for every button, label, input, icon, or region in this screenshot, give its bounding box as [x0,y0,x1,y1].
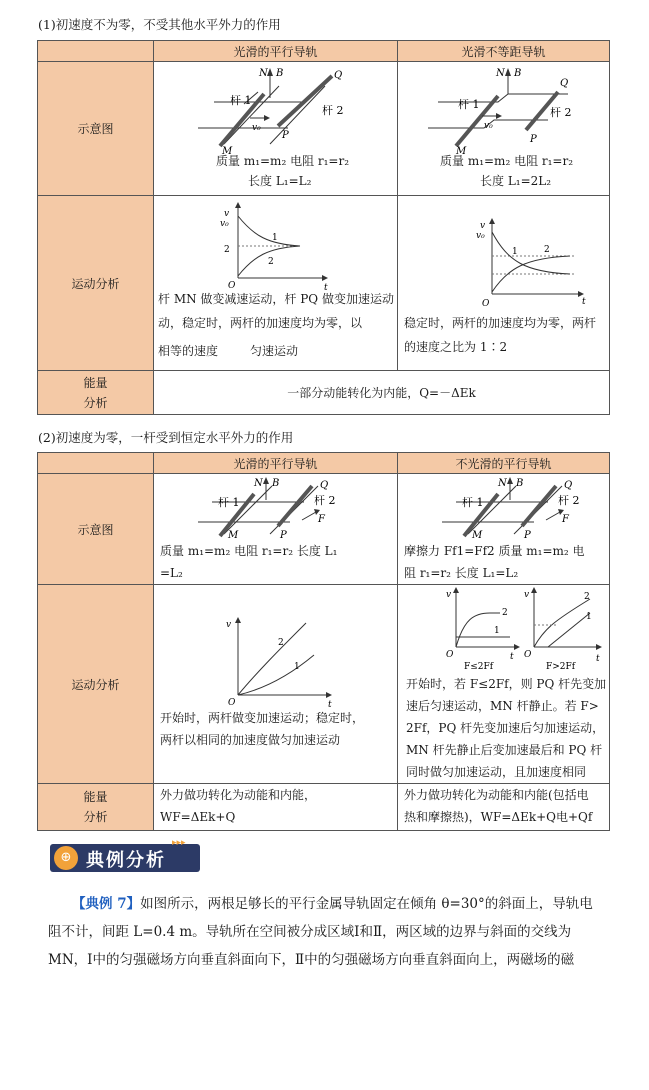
c2-motion-line2: 的速度之比为 1∶2 [404,340,508,354]
svg-text:F>2Ff: F>2Ff [546,662,576,672]
svg-text:杆 1: 杆 1 [218,496,240,509]
svg-text:O: O [524,650,532,660]
table1-row-energy: 能量 分析 [38,371,154,415]
svg-text:v: v [224,209,230,219]
svg-text:O: O [446,650,454,660]
svg-text:t: t [582,297,586,307]
svg-text:2: 2 [502,608,508,618]
badge-title: 典例分析 [86,850,166,871]
svg-text:v: v [446,590,452,600]
graph-v-t-2 [470,218,600,308]
t2-c2-motion-4: MN 杆先静止后变加速最后和 PQ 杆 [406,743,603,757]
svg-text:2: 2 [278,638,284,648]
svg-text:1: 1 [294,662,300,672]
c2-motion-line1: 稳定时，两杆的加速度均为零，两杆 [404,316,597,330]
svg-text:杆 2: 杆 2 [322,104,344,117]
svg-text:t: t [510,652,514,662]
svg-text:N: N [498,478,507,489]
c2-param: 质量 m₁=m₂ 电阻 r₁=r₂ [440,154,574,168]
parallel-rails-diagram [154,64,398,157]
table2-c1-energy [154,784,398,831]
table-2 [37,452,610,831]
svg-text:M: M [472,530,483,541]
svg-text:v₀: v₀ [484,121,493,131]
t2-c2-motion-1: 开始时，若 F≤2Ff，则 PQ 杆先变加 [406,677,607,691]
svg-text:v: v [480,221,486,231]
svg-text:v₀: v₀ [220,219,229,229]
svg-text:1: 1 [512,247,518,257]
table2-row-motion: 运动分析 [38,585,154,784]
table-corner [38,41,154,62]
svg-text:Q: Q [320,480,329,491]
rough-rails-force-diagram [398,476,610,540]
table2-row-diagram: 示意图 [38,474,154,585]
svg-text:v: v [524,590,530,600]
svg-text:M: M [228,530,239,541]
parallel-rails-force-diagram [154,476,398,540]
t2-c1-param-2: =L₂ [160,566,183,580]
svg-text:N: N [254,478,263,489]
table1-c1-motion [154,196,398,371]
svg-text:杆 2: 杆 2 [558,494,580,507]
svg-text:B: B [516,478,524,489]
table1-col1-header: 光滑的平行导轨 [154,41,398,62]
table2-col1-header: 光滑的平行导轨 [154,453,398,474]
svg-text:Q: Q [564,480,573,491]
svg-text:Q: Q [334,70,343,81]
graph-v-t-3 [224,615,344,710]
svg-text:P: P [282,130,289,141]
svg-text:F: F [562,514,569,525]
example-analysis-badge [50,838,200,874]
c1-motion-line3: 相等的速度 [158,344,219,358]
table1-col2-header: 光滑不等距导轨 [398,41,610,62]
table1-c1-diagram [154,62,398,196]
t2-c2-motion-5: 同时做匀加速运动，且加速度相同 [406,765,587,779]
svg-text:M: M [222,146,233,157]
svg-text:P: P [530,134,537,145]
unequal-rails-diagram [398,64,610,157]
t2-c2-motion-2: 速后匀速运动，MN 杆静止。若 F> [406,699,599,713]
svg-text:O: O [482,299,490,309]
svg-text:杆 1: 杆 1 [462,496,484,509]
graph-v-t-1 [214,202,334,293]
example-tag: 【典例 7】 [72,896,141,912]
t2-c1-motion-1: 开始时，两杆做变加速运动；稳定时， [160,711,365,725]
svg-text:t: t [596,654,600,664]
table2-col2-header: 不光滑的平行导轨 [398,453,610,474]
table2-c2-motion [398,585,610,784]
svg-text:Q: Q [560,78,569,89]
t2-c1-energy-1: 外力做功转化为动能和内能， [160,788,317,802]
example-line1: 【典例 7】如图所示，两根足够长的平行金属导轨固定在倾角 θ=30°的斜面上，导轨电 [72,896,593,912]
svg-text:1: 1 [494,626,500,636]
svg-text:1: 1 [272,233,278,243]
svg-text:P: P [524,530,531,541]
svg-text:B: B [276,68,284,79]
svg-text:O: O [228,281,236,291]
svg-text:N: N [259,68,268,79]
svg-text:v: v [226,620,232,630]
table2-c2-energy [398,784,610,831]
c1-motion-line2: 动，稳定时，两杆的加速度均为零，以 [158,316,363,330]
table1-row-diagram: 示意图 [38,62,154,196]
svg-text:M: M [456,146,467,157]
c1-motion-line4: 匀速运动 [250,344,299,358]
t2-c2-energy-2: 热和摩擦热)，WF=ΔEk+Q电+Qf [404,810,593,824]
svg-text:2: 2 [544,245,550,255]
t2-c2-param-1: 摩擦力 Ff1=Ff2 质量 m₁=m₂ 电 [404,544,585,558]
table2-row-energy: 能量 分析 [38,784,154,831]
table2-c1-motion [154,585,398,784]
table1-row-motion: 运动分析 [38,196,154,371]
t2-c2-param-2: 阻 r₁=r₂ 长度 L₁=L₂ [404,566,519,580]
svg-text:2: 2 [584,592,590,602]
example-paragraph [48,890,608,974]
section2-title: (2)初速度为零，一杆受到恒定水平外力的作用 [38,430,294,445]
table2-c2-diagram [398,474,610,585]
svg-text:杆 2: 杆 2 [314,494,336,507]
svg-text:t: t [328,700,332,710]
svg-text:杆 1: 杆 1 [458,98,480,111]
svg-text:O: O [228,698,236,708]
svg-text:杆 2: 杆 2 [550,106,572,119]
t2-c2-motion-3: 2Ff，PQ 杆先变加速后匀加速运动， [406,721,605,735]
svg-text:t: t [324,283,328,293]
graph-v-t-4 [398,585,610,675]
svg-text:P: P [280,530,287,541]
c1-param: 质量 m₁=m₂ 电阻 r₁=r₂ [216,154,350,168]
table-1 [37,40,610,415]
svg-text:2: 2 [268,257,274,267]
svg-text:1: 1 [586,612,592,622]
arrows-icon: ▸▸▸ [172,838,186,848]
svg-text:v₀: v₀ [252,123,261,133]
table1-c2-motion [398,196,610,371]
svg-text:N: N [496,68,505,79]
svg-text:2: 2 [224,245,230,255]
svg-text:B: B [272,478,280,489]
t2-c1-energy-2: WF=ΔEk+Q [160,810,236,824]
t2-c2-energy-1: 外力做功转化为动能和内能(包括电 [404,788,589,802]
t2-c1-param-1: 质量 m₁=m₂ 电阻 r₁=r₂ 长度 L₁ [160,544,338,558]
c2-length: 长度 L₁=2L₂ [480,174,552,188]
table1-energy: 一部分动能转化为内能，Q=－ΔEk [154,371,610,415]
svg-text:v₀: v₀ [476,231,485,241]
t2-c1-motion-2: 两杆以相同的加速度做匀加速运动 [160,733,341,747]
example-line2: 阻不计，间距 L=0.4 m。导轨所在空间被分成区域Ⅰ和Ⅱ，两区域的边界与斜面的交线为 [48,924,572,940]
table1-c2-diagram [398,62,610,196]
svg-text:F: F [318,514,325,525]
svg-text:杆 1: 杆 1 [230,94,252,107]
svg-text:B: B [514,68,522,79]
svg-text:F≤2Ff: F≤2Ff [464,662,494,672]
c1-motion-line1: 杆 MN 做变减速运动，杆 PQ 做变加速运动 [158,292,394,306]
section1-title: (1)初速度不为零，不受其他水平外力的作用 [38,17,281,32]
table-corner [38,453,154,474]
example-line3: MN，Ⅰ中的匀强磁场方向垂直斜面向下，Ⅱ中的匀强磁场方向垂直斜面向上，两磁场的磁 [48,952,575,968]
globe-icon: ⊕ [54,846,78,870]
table2-c1-diagram [154,474,398,585]
c1-length: 长度 L₁=L₂ [248,174,312,188]
